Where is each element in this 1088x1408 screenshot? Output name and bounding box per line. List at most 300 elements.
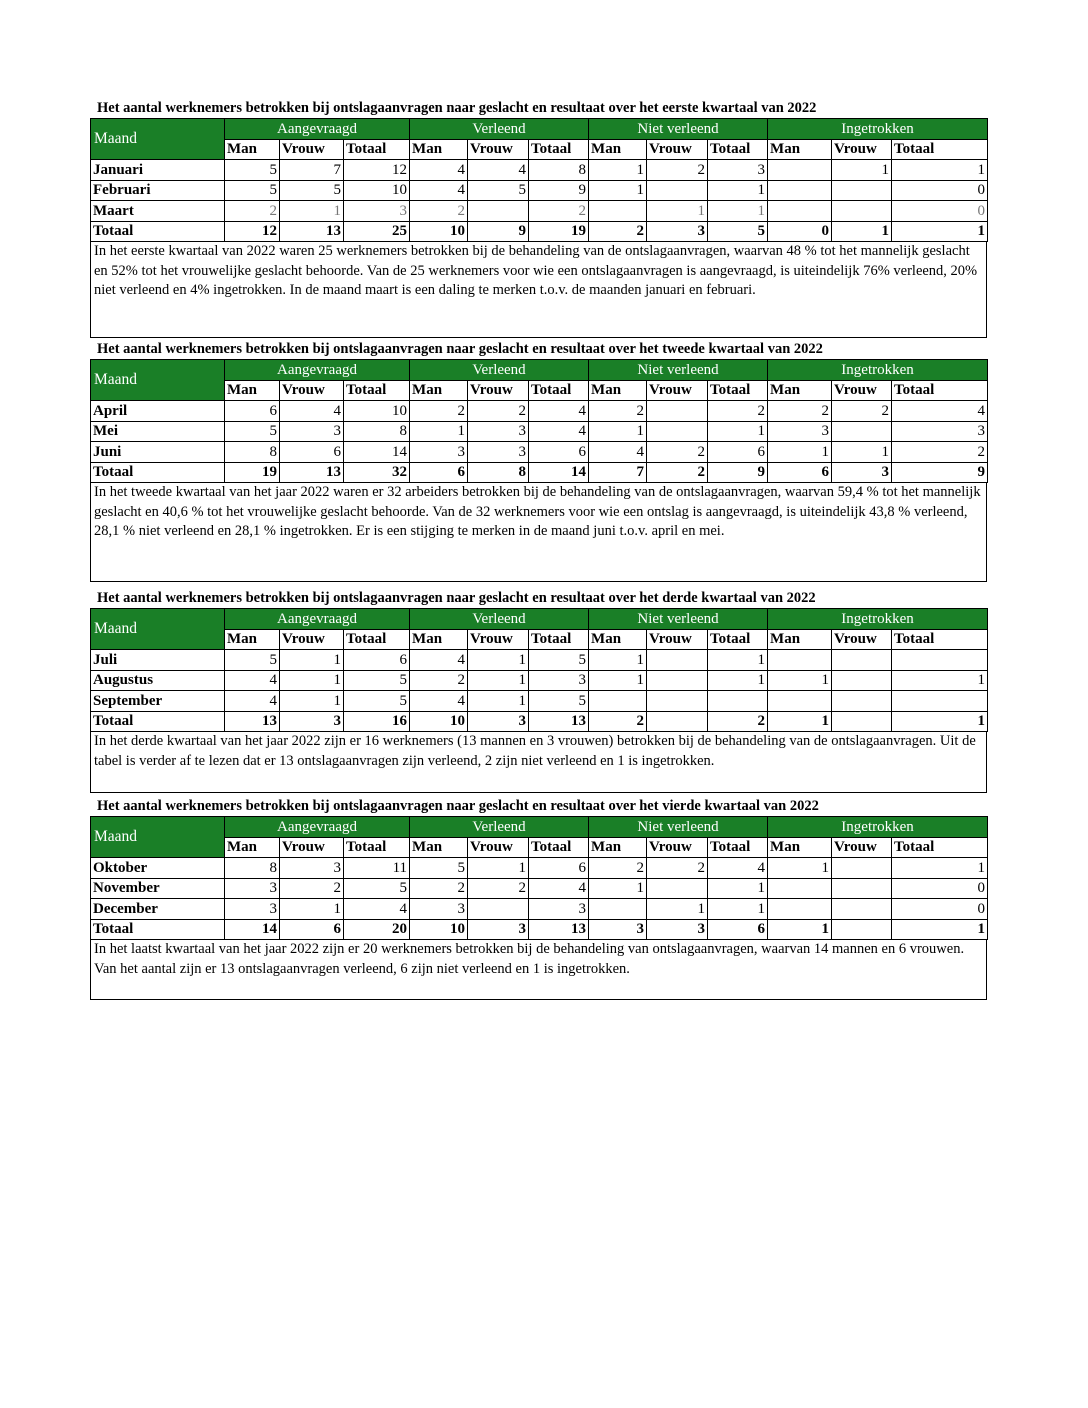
value-cell: 6 bbox=[344, 650, 410, 671]
group-header: Verleend bbox=[410, 817, 589, 838]
total-cell: 13 bbox=[529, 711, 589, 732]
value-cell: 1 bbox=[708, 421, 768, 442]
value-cell: 3 bbox=[280, 858, 344, 879]
value-cell bbox=[647, 691, 708, 712]
value-cell bbox=[832, 670, 892, 691]
sub-header: Man bbox=[410, 837, 468, 858]
sub-header: Man bbox=[225, 629, 280, 650]
total-cell: 19 bbox=[529, 221, 589, 242]
total-cell: 19 bbox=[225, 462, 280, 483]
value-cell bbox=[892, 691, 988, 712]
value-cell: 4 bbox=[410, 650, 468, 671]
value-cell bbox=[647, 421, 708, 442]
value-cell: 1 bbox=[768, 442, 832, 463]
value-cell: 3 bbox=[892, 421, 988, 442]
quarter-table bbox=[90, 608, 988, 732]
table-row bbox=[91, 180, 988, 201]
sub-header: Totaal bbox=[708, 837, 768, 858]
sub-header: Vrouw bbox=[280, 837, 344, 858]
value-cell: 1 bbox=[468, 858, 529, 879]
value-cell: 2 bbox=[768, 401, 832, 422]
total-cell: 6 bbox=[768, 462, 832, 483]
sub-header: Man bbox=[410, 139, 468, 160]
value-cell: 5 bbox=[344, 691, 410, 712]
value-cell: 6 bbox=[280, 442, 344, 463]
sub-header: Totaal bbox=[529, 629, 589, 650]
value-cell: 2 bbox=[410, 401, 468, 422]
sub-header: Totaal bbox=[344, 837, 410, 858]
value-cell: 2 bbox=[832, 401, 892, 422]
month-cell: Februari bbox=[91, 180, 225, 201]
value-cell: 4 bbox=[529, 421, 589, 442]
sub-header: Man bbox=[225, 139, 280, 160]
quarter-table bbox=[90, 118, 988, 242]
total-cell: 6 bbox=[410, 462, 468, 483]
sub-header: Vrouw bbox=[468, 629, 529, 650]
value-cell: 5 bbox=[529, 691, 589, 712]
value-cell: 1 bbox=[280, 670, 344, 691]
value-cell: 1 bbox=[708, 670, 768, 691]
value-cell: 1 bbox=[589, 650, 647, 671]
group-header: Niet verleend bbox=[589, 609, 768, 630]
group-header: Ingetrokken bbox=[768, 119, 988, 140]
value-cell: 3 bbox=[344, 201, 410, 222]
total-cell: 8 bbox=[468, 462, 529, 483]
sub-header: Vrouw bbox=[468, 139, 529, 160]
sub-header: Man bbox=[589, 380, 647, 401]
sub-header: Vrouw bbox=[280, 629, 344, 650]
sub-header: Vrouw bbox=[468, 380, 529, 401]
sub-header: Man bbox=[225, 837, 280, 858]
value-cell: 1 bbox=[708, 180, 768, 201]
sub-header: Man bbox=[768, 380, 832, 401]
total-cell: 3 bbox=[468, 919, 529, 940]
value-cell: 4 bbox=[892, 401, 988, 422]
value-cell bbox=[832, 201, 892, 222]
value-cell: 2 bbox=[647, 442, 708, 463]
value-cell: 4 bbox=[225, 691, 280, 712]
value-cell: 4 bbox=[529, 878, 589, 899]
sub-header: Man bbox=[768, 629, 832, 650]
value-cell bbox=[468, 899, 529, 920]
total-cell: 9 bbox=[708, 462, 768, 483]
total-cell: 25 bbox=[344, 221, 410, 242]
value-cell: 2 bbox=[589, 401, 647, 422]
month-cell: Mei bbox=[91, 421, 225, 442]
group-header: Niet verleend bbox=[589, 360, 768, 381]
total-cell: 7 bbox=[589, 462, 647, 483]
total-cell: 6 bbox=[280, 919, 344, 940]
total-cell: 3 bbox=[280, 711, 344, 732]
sub-header: Totaal bbox=[892, 629, 988, 650]
total-cell: 3 bbox=[589, 919, 647, 940]
total-cell bbox=[832, 919, 892, 940]
value-cell bbox=[832, 858, 892, 879]
total-cell: 1 bbox=[892, 919, 988, 940]
value-cell: 1 bbox=[280, 201, 344, 222]
value-cell: 2 bbox=[529, 201, 589, 222]
value-cell: 2 bbox=[589, 858, 647, 879]
sub-header: Man bbox=[589, 629, 647, 650]
value-cell bbox=[589, 691, 647, 712]
value-cell: 5 bbox=[529, 650, 589, 671]
value-cell: 5 bbox=[410, 858, 468, 879]
total-cell: 1 bbox=[892, 221, 988, 242]
value-cell: 14 bbox=[344, 442, 410, 463]
value-cell: 7 bbox=[280, 160, 344, 181]
table-row bbox=[91, 160, 988, 181]
sub-header: Man bbox=[225, 380, 280, 401]
value-cell: 1 bbox=[892, 670, 988, 691]
value-cell: 5 bbox=[225, 180, 280, 201]
value-cell: 10 bbox=[344, 401, 410, 422]
group-header: Aangevraagd bbox=[225, 609, 410, 630]
value-cell: 6 bbox=[225, 401, 280, 422]
value-cell: 1 bbox=[768, 858, 832, 879]
group-header: Niet verleend bbox=[589, 119, 768, 140]
value-cell: 2 bbox=[892, 442, 988, 463]
maand-header: Maand bbox=[91, 360, 225, 401]
value-cell: 5 bbox=[280, 180, 344, 201]
total-cell: 5 bbox=[708, 221, 768, 242]
sub-header: Man bbox=[589, 139, 647, 160]
sub-header: Man bbox=[410, 629, 468, 650]
value-cell: 4 bbox=[410, 160, 468, 181]
total-cell: 9 bbox=[892, 462, 988, 483]
value-cell: 3 bbox=[410, 899, 468, 920]
month-cell: Juli bbox=[91, 650, 225, 671]
sub-header: Vrouw bbox=[647, 380, 708, 401]
month-cell: December bbox=[91, 899, 225, 920]
value-cell: 8 bbox=[529, 160, 589, 181]
table-row bbox=[91, 858, 988, 879]
value-cell bbox=[589, 899, 647, 920]
table-row bbox=[91, 899, 988, 920]
sub-header: Vrouw bbox=[832, 380, 892, 401]
table-title: Het aantal werknemers betrokken bij ontslagaanvragen naar geslacht en resultaat over het tweede kwartaal van 2022 bbox=[97, 341, 823, 357]
value-cell bbox=[892, 650, 988, 671]
sub-header: Man bbox=[410, 380, 468, 401]
group-header: Verleend bbox=[410, 119, 589, 140]
sub-header: Totaal bbox=[344, 380, 410, 401]
value-cell: 8 bbox=[344, 421, 410, 442]
total-cell: 13 bbox=[225, 711, 280, 732]
sub-header: Totaal bbox=[529, 837, 589, 858]
value-cell bbox=[647, 670, 708, 691]
total-row bbox=[91, 221, 988, 242]
value-cell: 10 bbox=[344, 180, 410, 201]
value-cell bbox=[768, 899, 832, 920]
value-cell: 4 bbox=[410, 691, 468, 712]
month-cell: November bbox=[91, 878, 225, 899]
total-cell: 2 bbox=[647, 462, 708, 483]
month-cell: Juni bbox=[91, 442, 225, 463]
table-title: Het aantal werknemers betrokken bij ontslagaanvragen naar geslacht en resultaat over het vierde kwartaal van 2022 bbox=[97, 798, 819, 814]
value-cell: 1 bbox=[280, 691, 344, 712]
sub-header: Vrouw bbox=[832, 139, 892, 160]
value-cell: 3 bbox=[529, 670, 589, 691]
value-cell: 3 bbox=[708, 160, 768, 181]
value-cell: 3 bbox=[410, 442, 468, 463]
value-cell bbox=[832, 691, 892, 712]
total-cell: 3 bbox=[832, 462, 892, 483]
value-cell bbox=[708, 691, 768, 712]
sub-header: Totaal bbox=[892, 380, 988, 401]
group-header: Verleend bbox=[410, 360, 589, 381]
value-cell: 1 bbox=[589, 160, 647, 181]
quarter-description: In het eerste kwartaal van 2022 waren 25 werknemers betrokken bij de behandeling van de ontslagaanvragen, waarvan 48 % tot het mannelijk geslacht en 52% tot het vrouwelijke geslacht behoorde. Van de 25 werknemers voor wie een ontslagaanvragen is aangevraagd, is uiteindelijk 76% verleend, 20% niet verleend en 4% ingetrokken. In de maand maart is een daling te merken t.o.v. de maanden januari en februari. bbox=[90, 242, 987, 338]
value-cell: 3 bbox=[468, 442, 529, 463]
total-cell: 3 bbox=[647, 221, 708, 242]
total-label: Totaal bbox=[91, 919, 225, 940]
total-cell: 0 bbox=[768, 221, 832, 242]
value-cell: 1 bbox=[708, 201, 768, 222]
sub-header: Totaal bbox=[708, 380, 768, 401]
table-row bbox=[91, 691, 988, 712]
table-row bbox=[91, 670, 988, 691]
total-cell: 1 bbox=[768, 919, 832, 940]
value-cell: 2 bbox=[280, 878, 344, 899]
quarter-description: In het tweede kwartaal van het jaar 2022 waren er 32 arbeiders betrokken bij de behandeling van de ontslagaanvragen, waarvan 59,4 % tot het mannelijk geslacht en 40,6 % tot het vrouwelijke geslacht behoorde. Van de 32 werknemers voor wie een ontslag is aangevraagd, is uiteindelijk 43,8 % verleend, 28,1 % niet verleend en 28,1 % ingetrokken. Er is een stijging te merken in de maand juni t.o.v. april en mei. bbox=[90, 483, 987, 582]
value-cell bbox=[647, 878, 708, 899]
total-cell: 2 bbox=[708, 711, 768, 732]
sub-header: Vrouw bbox=[832, 629, 892, 650]
value-cell: 0 bbox=[892, 201, 988, 222]
value-cell: 4 bbox=[225, 670, 280, 691]
value-cell: 8 bbox=[225, 858, 280, 879]
month-cell: Januari bbox=[91, 160, 225, 181]
value-cell bbox=[768, 160, 832, 181]
value-cell bbox=[768, 180, 832, 201]
total-cell: 10 bbox=[410, 919, 468, 940]
value-cell: 2 bbox=[410, 878, 468, 899]
group-header: Aangevraagd bbox=[225, 817, 410, 838]
maand-header: Maand bbox=[91, 817, 225, 858]
value-cell: 5 bbox=[468, 180, 529, 201]
table-row bbox=[91, 421, 988, 442]
total-cell: 1 bbox=[832, 221, 892, 242]
group-header: Aangevraagd bbox=[225, 360, 410, 381]
table-row bbox=[91, 442, 988, 463]
value-cell: 1 bbox=[589, 878, 647, 899]
value-cell bbox=[768, 650, 832, 671]
table-row bbox=[91, 650, 988, 671]
total-label: Totaal bbox=[91, 711, 225, 732]
value-cell bbox=[647, 650, 708, 671]
value-cell: 1 bbox=[468, 691, 529, 712]
value-cell: 4 bbox=[468, 160, 529, 181]
value-cell: 1 bbox=[589, 180, 647, 201]
value-cell: 1 bbox=[468, 670, 529, 691]
value-cell bbox=[832, 878, 892, 899]
total-cell: 14 bbox=[529, 462, 589, 483]
value-cell: 5 bbox=[225, 650, 280, 671]
sub-header: Vrouw bbox=[647, 629, 708, 650]
sub-header: Totaal bbox=[529, 380, 589, 401]
sub-header: Man bbox=[768, 837, 832, 858]
value-cell bbox=[647, 401, 708, 422]
total-cell: 20 bbox=[344, 919, 410, 940]
value-cell: 4 bbox=[529, 401, 589, 422]
total-cell: 9 bbox=[468, 221, 529, 242]
value-cell: 4 bbox=[410, 180, 468, 201]
value-cell: 2 bbox=[647, 160, 708, 181]
total-cell: 14 bbox=[225, 919, 280, 940]
total-cell: 3 bbox=[647, 919, 708, 940]
value-cell bbox=[768, 201, 832, 222]
sub-header: Vrouw bbox=[647, 139, 708, 160]
group-header: Niet verleend bbox=[589, 817, 768, 838]
value-cell: 0 bbox=[892, 878, 988, 899]
table-row bbox=[91, 401, 988, 422]
value-cell: 1 bbox=[589, 670, 647, 691]
maand-header: Maand bbox=[91, 609, 225, 650]
value-cell: 1 bbox=[708, 650, 768, 671]
total-row bbox=[91, 919, 988, 940]
value-cell: 5 bbox=[225, 421, 280, 442]
total-cell: 3 bbox=[468, 711, 529, 732]
quarter-description: In het derde kwartaal van het jaar 2022 zijn er 16 werknemers (13 mannen en 3 vrouwen) betrokken bij de behandeling van de ontslagaanvragen. Uit de tabel is verder af te lezen dat er 13 ontslagaanvragen zijn verleend, 2 zijn niet verleend en 1 is ingetrokken. bbox=[90, 732, 987, 793]
value-cell bbox=[768, 878, 832, 899]
month-cell: Maart bbox=[91, 201, 225, 222]
table-row bbox=[91, 201, 988, 222]
sub-header: Vrouw bbox=[280, 380, 344, 401]
value-cell: 2 bbox=[708, 401, 768, 422]
value-cell bbox=[468, 201, 529, 222]
table-title: Het aantal werknemers betrokken bij ontslagaanvragen naar geslacht en resultaat over het derde kwartaal van 2022 bbox=[97, 590, 816, 606]
group-header: Ingetrokken bbox=[768, 609, 988, 630]
month-cell: Oktober bbox=[91, 858, 225, 879]
month-cell: Augustus bbox=[91, 670, 225, 691]
value-cell: 2 bbox=[468, 401, 529, 422]
value-cell: 8 bbox=[225, 442, 280, 463]
sub-header: Totaal bbox=[708, 629, 768, 650]
value-cell: 12 bbox=[344, 160, 410, 181]
value-cell: 3 bbox=[529, 899, 589, 920]
value-cell bbox=[768, 691, 832, 712]
sub-header: Totaal bbox=[344, 139, 410, 160]
total-row bbox=[91, 462, 988, 483]
total-label: Totaal bbox=[91, 221, 225, 242]
sub-header: Totaal bbox=[892, 837, 988, 858]
value-cell: 11 bbox=[344, 858, 410, 879]
total-cell: 13 bbox=[280, 221, 344, 242]
total-label: Totaal bbox=[91, 462, 225, 483]
quarter-description: In het laatst kwartaal van het jaar 2022 zijn er 20 werknemers betrokken bij de behandeling van ontslagaanvragen, waarvan 14 mannen en 6 vrouwen. Van het aantal zijn er 13 ontslagaanvragen verleend, 6 zijn niet verleend en 1 is ingetrokken. bbox=[90, 940, 987, 1000]
value-cell: 3 bbox=[225, 878, 280, 899]
table-row bbox=[91, 878, 988, 899]
sub-header: Vrouw bbox=[832, 837, 892, 858]
value-cell: 2 bbox=[647, 858, 708, 879]
value-cell: 1 bbox=[892, 858, 988, 879]
total-cell: 13 bbox=[529, 919, 589, 940]
total-cell: 10 bbox=[410, 711, 468, 732]
value-cell: 6 bbox=[529, 858, 589, 879]
value-cell: 2 bbox=[468, 878, 529, 899]
month-cell: September bbox=[91, 691, 225, 712]
table-title: Het aantal werknemers betrokken bij ontslagaanvragen naar geslacht en resultaat over het eerste kwartaal van 2022 bbox=[97, 100, 817, 116]
value-cell: 5 bbox=[344, 670, 410, 691]
sub-header: Vrouw bbox=[647, 837, 708, 858]
sub-header: Man bbox=[589, 837, 647, 858]
value-cell: 9 bbox=[529, 180, 589, 201]
value-cell: 1 bbox=[832, 160, 892, 181]
value-cell: 4 bbox=[344, 899, 410, 920]
month-cell: April bbox=[91, 401, 225, 422]
value-cell: 1 bbox=[708, 878, 768, 899]
value-cell: 4 bbox=[280, 401, 344, 422]
sub-header: Totaal bbox=[529, 139, 589, 160]
value-cell: 0 bbox=[892, 899, 988, 920]
value-cell: 6 bbox=[708, 442, 768, 463]
total-cell: 13 bbox=[280, 462, 344, 483]
sub-header: Vrouw bbox=[280, 139, 344, 160]
value-cell: 1 bbox=[468, 650, 529, 671]
value-cell: 1 bbox=[708, 899, 768, 920]
value-cell: 3 bbox=[280, 421, 344, 442]
value-cell: 2 bbox=[410, 201, 468, 222]
total-cell: 2 bbox=[589, 221, 647, 242]
total-cell: 16 bbox=[344, 711, 410, 732]
value-cell: 1 bbox=[832, 442, 892, 463]
value-cell bbox=[832, 180, 892, 201]
quarter-table bbox=[90, 816, 988, 940]
value-cell: 6 bbox=[529, 442, 589, 463]
group-header: Verleend bbox=[410, 609, 589, 630]
value-cell: 2 bbox=[225, 201, 280, 222]
value-cell bbox=[647, 180, 708, 201]
group-header: Ingetrokken bbox=[768, 817, 988, 838]
total-cell: 10 bbox=[410, 221, 468, 242]
sub-header: Totaal bbox=[344, 629, 410, 650]
group-header: Aangevraagd bbox=[225, 119, 410, 140]
value-cell bbox=[832, 650, 892, 671]
value-cell bbox=[832, 899, 892, 920]
value-cell: 1 bbox=[647, 201, 708, 222]
value-cell: 1 bbox=[768, 670, 832, 691]
total-cell bbox=[647, 711, 708, 732]
value-cell: 2 bbox=[410, 670, 468, 691]
value-cell: 1 bbox=[410, 421, 468, 442]
value-cell: 4 bbox=[708, 858, 768, 879]
total-cell: 1 bbox=[768, 711, 832, 732]
value-cell: 5 bbox=[344, 878, 410, 899]
total-cell bbox=[832, 711, 892, 732]
sub-header: Totaal bbox=[708, 139, 768, 160]
value-cell: 0 bbox=[892, 180, 988, 201]
group-header: Ingetrokken bbox=[768, 360, 988, 381]
value-cell bbox=[589, 201, 647, 222]
total-cell: 12 bbox=[225, 221, 280, 242]
quarter-table bbox=[90, 359, 988, 483]
value-cell: 1 bbox=[892, 160, 988, 181]
value-cell: 1 bbox=[589, 421, 647, 442]
value-cell: 1 bbox=[647, 899, 708, 920]
sub-header: Vrouw bbox=[468, 837, 529, 858]
maand-header: Maand bbox=[91, 119, 225, 160]
total-cell: 1 bbox=[892, 711, 988, 732]
total-cell: 6 bbox=[708, 919, 768, 940]
value-cell: 5 bbox=[225, 160, 280, 181]
sub-header: Man bbox=[768, 139, 832, 160]
value-cell: 4 bbox=[589, 442, 647, 463]
value-cell: 1 bbox=[280, 650, 344, 671]
value-cell: 1 bbox=[280, 899, 344, 920]
total-cell: 2 bbox=[589, 711, 647, 732]
value-cell: 3 bbox=[468, 421, 529, 442]
value-cell: 3 bbox=[225, 899, 280, 920]
total-cell: 32 bbox=[344, 462, 410, 483]
